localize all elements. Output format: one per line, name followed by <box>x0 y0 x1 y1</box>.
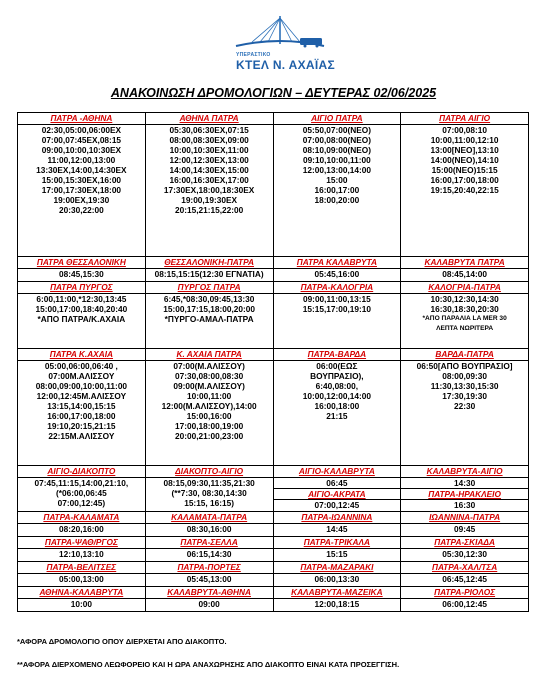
schedule-time-line: 05:30,12:30 <box>442 549 487 559</box>
page-title: ΑΝΑΚΟΙΝΩΣΗ ΔΡΟΜΟΛΟΓΙΩΝ – ΔΕΥΤΕΡΑΣ 02/06/2025 <box>110 86 437 100</box>
schedule-time-line: 09:00 <box>198 599 220 609</box>
schedule-time-line: 22:30 <box>454 401 476 411</box>
route-header: ΠΑΤΡΑ-ΒΕΛΙΤΣΕΣ <box>18 562 146 574</box>
schedule-time-line: 07:00,07:45ΕΧ,08:15 <box>41 135 122 145</box>
schedule-time-line: 12:00,12:30ΕΧ,13:00 <box>169 155 249 165</box>
route-header: ΠΑΤΡΑ-ΤΡΙΚΑΛΑ <box>273 537 401 549</box>
route-times <box>145 269 273 282</box>
schedule-time-line: 16:30,18:30,20:30 <box>430 304 499 314</box>
route-header-row <box>18 562 529 574</box>
schedule-time-line: 15:00,15:30ΕΧ,16:00 <box>41 175 122 185</box>
route-header: ΠΑΤΡΑ ΚΑΛΑΒΡΥΤΑ <box>273 257 401 269</box>
logo-subtext: ΥΠΕΡΑΣΤΙΚΟ <box>236 52 271 58</box>
schedule-time-line: 06:00,13:30 <box>314 574 360 584</box>
route-times <box>18 269 146 282</box>
route-times <box>273 478 401 512</box>
schedule-time-line: 17:00,17:30ΕΧ,18:00 <box>41 185 122 195</box>
route-times-row <box>18 125 529 257</box>
route-header-row <box>18 466 529 478</box>
schedule-time-line: 08:20,16:00 <box>59 524 104 534</box>
schedule-time-line: 17:30,19:30 <box>442 391 487 401</box>
schedule-time-line: 08:00,09:00,10:00,11:00 <box>35 381 128 391</box>
route-header: ΒΑΡΔΑ-ΠΑΤΡΑ <box>401 349 529 361</box>
schedule-time-line: 10:00,12:00,14:00 <box>302 391 372 401</box>
route-times <box>18 125 146 257</box>
route-header: ΠΑΤΡΑ-ΣΕΛΛΑ <box>145 537 273 549</box>
schedule-time-line: 06:50[ΑΠΟ ΒΟΥΠΡΑΣΙΟ] <box>416 361 513 371</box>
schedule-time-line: 19:15,20:40,22:15 <box>430 185 499 195</box>
ktel-logo <box>230 14 335 72</box>
route-header: ΚΑΛΑΒΡΥΤΑ-ΑΘΗΝΑ <box>145 587 273 599</box>
route-times <box>401 478 529 512</box>
schedule-time-line: 14:00(ΝΕΟ),14:10 <box>430 155 499 165</box>
route-times <box>273 125 401 257</box>
schedule-time-line: 15:00,17:15,18:00,20:00 <box>163 304 256 314</box>
schedule-time-line: 07:00,08:10 <box>442 125 487 135</box>
route-times <box>401 361 529 466</box>
route-times <box>401 125 529 257</box>
schedule-time-line: 09:00,11:00,13:15 <box>302 294 371 304</box>
schedule-time-line: 07:00,08:00(ΝΕΟ) <box>302 135 371 145</box>
schedule-time-line: 08:15,15:15(12:30 ΕΓΝΑΤΙΑ) <box>154 269 264 279</box>
route-header: ΚΑΛΑΒΡΥΤΑ ΠΑΤΡΑ <box>401 257 529 269</box>
route-times <box>18 599 146 612</box>
schedule-time-line: 02:30,05:00,06:00ΕΧ <box>41 125 122 135</box>
route-header: ΠΑΤΡΑ ΠΥΡΓΟΣ <box>18 282 146 294</box>
schedule-time-line: 11:00,12:00,13:00 <box>47 155 116 165</box>
schedule-time-line: 15:15,17:00,19:10 <box>302 304 372 314</box>
schedule-time-line: 10:00,11:00,12:10 <box>430 135 499 145</box>
schedule-time-line: 17:30ΕΧ,18:00,18:30ΕΧ <box>163 185 255 195</box>
route-times-row <box>18 478 529 512</box>
route-times <box>273 549 401 562</box>
logo-name: ΚΤΕΛ Ν. ΑΧΑΪΑΣ <box>236 58 335 72</box>
schedule-time-line: 07:00Μ.ΑΛΙΣΣΟΥ <box>48 371 115 381</box>
route-header: ΠΑΤΡΑ-ΙΩΑΝΝΙΝΑ <box>273 512 401 524</box>
schedule-time-line: 19:10,20:15,21:15 <box>47 421 116 431</box>
route-header: ΑΙΓΙΟ-ΑΚΡΑΤΑ <box>274 488 401 500</box>
route-times-row <box>18 269 529 282</box>
schedule-time-line: ΛΕΠΤΑ ΝΩΡΙΤΕΡΑ <box>436 325 494 332</box>
route-times <box>18 574 146 587</box>
route-times <box>18 524 146 537</box>
schedule-time-line: ΒΟΥΠΡΑΣΙΟ), <box>310 371 364 381</box>
route-times <box>145 478 273 512</box>
schedule-time-line: 08:00,08:30ΕΧ,09:00 <box>169 135 249 145</box>
schedule-time-line: 15:15, 16:15) <box>184 498 235 508</box>
schedule-time-line: 10:00,11:00 <box>186 391 232 401</box>
schedule-time-line: 07:00,12:45) <box>57 498 106 508</box>
route-header-row <box>18 587 529 599</box>
schedule-time-line: 05:00,06:00,06:40 , <box>44 361 118 371</box>
schedule-time-line: 20:30,22:00 <box>59 205 104 215</box>
route-header: ΑΙΓΙΟ-ΚΑΛΑΒΡΥΤΑ <box>273 466 401 478</box>
route-times <box>145 294 273 349</box>
schedule-time-line: 12:10,13:10 <box>59 549 104 559</box>
schedule-time-line: *ΑΠΟ ΠΑΡΑΛΙΑ LA MER 30 <box>422 315 507 322</box>
schedule-time-line: 08:15,09:30,11:35,21:30 <box>163 478 255 488</box>
schedule-time-line: 6:00,11:00,*12:30,13:45 <box>36 294 127 304</box>
route-times-row <box>18 361 529 466</box>
route-times-row <box>18 524 529 537</box>
schedule-time-line: 05:00,13:00 <box>59 574 104 584</box>
route-times <box>401 524 529 537</box>
route-times-row <box>18 599 529 612</box>
bridge-bus-logo-icon <box>230 14 330 54</box>
route-times <box>145 524 273 537</box>
route-header: ΠΑΤΡΑ-ΧΑΛ/ΤΣΑ <box>401 562 529 574</box>
schedule-time-line: 16:00,17:00,18:00 <box>47 411 116 421</box>
route-header: ΔΙΑΚΟΠΤΟ-ΑΙΓΙΟ <box>145 466 273 478</box>
schedule-time-line: 07:00(Μ.ΑΛΙΣΣΟΥ) <box>173 361 245 371</box>
route-times-row <box>18 294 529 349</box>
schedule-time-line: 05:30,06:30ΕΧ,07:15 <box>169 125 249 135</box>
route-times-row <box>18 574 529 587</box>
schedule-time-line: 11:30,13:30,15:30 <box>430 381 499 391</box>
route-times <box>401 269 529 282</box>
route-header: ΑΙΓΙΟ-ΔΙΑΚΟΠΤΟ <box>18 466 146 478</box>
route-header: ΠΥΡΓΟΣ ΠΑΤΡΑ <box>145 282 273 294</box>
route-header: ΠΑΤΡΑ-ΨΑΘ/ΡΓΟΣ <box>18 537 146 549</box>
route-times <box>145 549 273 562</box>
route-header: ΠΑΤΡΑ-ΒΑΡΔΑ <box>273 349 401 361</box>
route-header: ΠΑΤΡΑ-ΚΑΛΟΓΡΙΑ <box>273 282 401 294</box>
route-header: ΠΑΤΡΑ-ΡΙΟΛΟΣ <box>401 587 529 599</box>
schedule-time-line: 14:30 <box>454 478 476 488</box>
route-times <box>401 500 528 510</box>
route-header-row <box>18 512 529 524</box>
schedule-time-line: 06:45 <box>326 478 348 488</box>
route-times <box>273 294 401 349</box>
route-times-row <box>18 549 529 562</box>
route-header: ΑΘΗΝΑ-ΚΑΛΑΒΡΥΤΑ <box>18 587 146 599</box>
schedule-time-line: 08:10,09:00(ΝΕΟ) <box>302 145 371 155</box>
route-header: ΙΩΑΝΝΙΝΑ-ΠΑΤΡΑ <box>401 512 529 524</box>
route-header: ΠΑΤΡΑ-ΠΟΡΤΕΣ <box>145 562 273 574</box>
route-times <box>145 574 273 587</box>
route-times <box>401 574 529 587</box>
route-times <box>401 549 529 562</box>
route-header: ΠΑΤΡΑ-ΣΚΙΑΔΑ <box>401 537 529 549</box>
schedule-time-line: *ΑΠΟ ΠΑΤΡΑ/Κ.ΑΧΑΙΑ <box>37 314 126 324</box>
schedule-time-line: 06:00,12:45 <box>442 599 487 609</box>
schedule-time-line: 16:00,18:00 <box>314 401 360 411</box>
schedule-time-line: 6:45,*08:30,09:45,13:30 <box>163 294 255 304</box>
route-header: ΚΑΛΟΓΡΙΑ-ΠΑΤΡΑ <box>401 282 529 294</box>
route-times <box>145 599 273 612</box>
schedule-time-line: 09:10,10:00,11:00 <box>302 155 371 165</box>
route-header: ΠΑΤΡΑ-ΚΑΛΑΜΑΤΑ <box>18 512 146 524</box>
route-times <box>18 294 146 349</box>
route-header-row <box>18 537 529 549</box>
schedule-time-line: 20:15,21:15,22:00 <box>174 205 244 215</box>
schedule-time-line: 16:00,16:30ΕΧ,17:00 <box>169 175 249 185</box>
schedule-time-line: 05:45,16:00 <box>314 269 360 279</box>
schedule-table <box>17 112 529 612</box>
schedule-time-line: *ΠΥΡΓΟ-ΑΜΑΛ-ΠΑΤΡΑ <box>164 314 254 324</box>
schedule-time-line: 08:30,16:00 <box>186 524 232 534</box>
route-times <box>401 599 529 612</box>
schedule-time-line: 15:15 <box>326 549 348 559</box>
route-times <box>145 125 273 257</box>
schedule-time-line: 15:00(ΝΕΟ)15:15 <box>431 165 498 175</box>
route-header: ΚΑΛΑΒΡΥΤΑ-ΑΙΓΙΟ <box>401 466 529 478</box>
schedule-time-line: 09:00,10:00,10:30ΕΧ <box>41 145 122 155</box>
schedule-time-line: 06:15,14:30 <box>186 549 232 559</box>
schedule-time-line: 08:45,15:30 <box>59 269 104 279</box>
schedule-time-line: 17:00,18:00,19:00 <box>174 421 244 431</box>
schedule-time-line: 15:00,17:00,18:40,20:40 <box>35 304 128 314</box>
schedule-time-line: 6:40,08:00, <box>315 381 359 391</box>
route-times <box>274 500 401 510</box>
route-times <box>274 478 401 488</box>
route-times <box>273 574 401 587</box>
schedule-time-line: 13:15,14:00,15:15 <box>47 401 116 411</box>
schedule-time-line: 16:30 <box>454 500 476 510</box>
schedule-time-line: 20:00,21:00,23:00 <box>174 431 244 441</box>
schedule-time-line: 12:00,12:45Μ.ΑΛΙΣΣΟΥ <box>36 391 127 401</box>
schedule-time-line: 06:45,12:45 <box>442 574 487 584</box>
route-header: ΠΑΤΡΑ-ΜΑΖΑΡΑΚΙ <box>273 562 401 574</box>
schedule-time-line: 13:30ΕΧ,14:00,14:30ΕΧ <box>36 165 127 175</box>
schedule-time-line: 12:00(Μ.ΑΛΙΣΣΟΥ),14:00 <box>161 401 257 411</box>
schedule-time-line: 13:00[ΝΕΟ],13:10 <box>430 145 499 155</box>
schedule-time-line: 15:00 <box>326 175 348 185</box>
route-header: ΑΘΗΝΑ ΠΑΤΡΑ <box>145 113 273 125</box>
route-times <box>273 269 401 282</box>
route-times <box>18 549 146 562</box>
schedule-time-line: 07:30,08:00,08:30 <box>174 371 244 381</box>
footnote-1: *ΑΦΟΡΑ ΔΡΟΜΟΛΟΓΙΟ ΟΠΟΥ ΔΙΕΡΧΕΤΑΙ ΑΠΟ ΔΙΑΚΟΠΤΟ. <box>17 637 227 646</box>
schedule-time-line: 10:00 <box>70 599 92 609</box>
route-times <box>401 294 529 349</box>
route-header: ΠΑΤΡΑ-ΗΡΑΚΛΕΙΟ <box>401 488 528 500</box>
route-header: ΚΑΛΑΒΡΥΤΑ-ΜΑΖΕΙΚΑ <box>273 587 401 599</box>
route-times <box>18 478 146 512</box>
schedule-time-line: 14:45 <box>326 524 348 534</box>
schedule-time-line: 09:45 <box>454 524 476 534</box>
schedule-time-line: 06:00(ΕΩΣ <box>316 361 358 371</box>
schedule-time-line: 12:00,13:00,14:00 <box>302 165 372 175</box>
schedule-time-line: 10:00,10:30ΕΧ,11:00 <box>169 145 249 155</box>
route-header: ΠΑΤΡΑ ΘΕΣΣΑΛΟΝΙΚΗ <box>18 257 146 269</box>
route-header: ΠΑΤΡΑ ΑΙΓΙΟ <box>401 113 529 125</box>
route-header-row <box>18 282 529 294</box>
route-times <box>145 361 273 466</box>
route-header: ΠΑΤΡΑ Κ.ΑΧΑΙΑ <box>18 349 146 361</box>
schedule-time-line: 07:00,12:45 <box>314 500 360 510</box>
schedule-time-line: 19:00ΕΧ,19:30 <box>53 195 110 205</box>
route-header-row <box>18 349 529 361</box>
schedule-time-line: 08:45,14:00 <box>442 269 487 279</box>
route-header: ΠΑΤΡΑ -ΑΘΗΝΑ <box>18 113 146 125</box>
route-header-row <box>18 257 529 269</box>
schedule-time-line: 22:15Μ.ΑΛΙΣΣΟΥ <box>48 431 115 441</box>
schedule-time-line: 05:50,07:00(ΝΕΟ) <box>302 125 371 135</box>
schedule-time-line: 07:45,11:15,14:00,21:10, <box>34 478 129 488</box>
schedule-time-line: 09:00(Μ.ΑΛΙΣΣΟΥ) <box>173 381 245 391</box>
route-header-row <box>18 113 529 125</box>
route-times <box>273 599 401 612</box>
schedule-time-line: 18:00,20:00 <box>314 195 360 205</box>
schedule-time-line: 05:45,13:00 <box>186 574 232 584</box>
schedule-time-line: (**7:30, 08:30,14:30 <box>171 488 247 498</box>
schedule-time-line: 16:00,17:00,18:00 <box>430 175 499 185</box>
route-times <box>18 361 146 466</box>
route-header: ΑΙΓΙΟ ΠΑΤΡΑ <box>273 113 401 125</box>
route-times <box>273 524 401 537</box>
schedule-time-line: 19:00,19:30ΕΧ <box>181 195 238 205</box>
schedule-time-line: 08:00,09:30 <box>442 371 487 381</box>
route-times <box>401 478 528 488</box>
route-times <box>273 361 401 466</box>
schedule-time-line: 12:00,18:15 <box>314 599 360 609</box>
schedule-time-line: (*06:00,06:45 <box>56 488 107 498</box>
schedule-time-line: 15:00,16:00 <box>186 411 232 421</box>
route-header: Κ. ΑΧΑΙΑ ΠΑΤΡΑ <box>145 349 273 361</box>
footnote-2: **ΑΦΟΡΑ ΔΙΕΡΧΟΜΕΝΟ ΛΕΩΦΟΡΕΙΟ ΚΑΙ Η ΩΡΑ ΑΝΑΧΩΡΗΣΗΣ ΑΠΟ ΔΙΑΚΟΠΤΟ ΕΙΝΑΙ ΚΑΤΑ ΠΡΟΣΕΓΓΙΣΗ. <box>17 660 400 669</box>
schedule-time-line: 16:00,17:00 <box>314 185 360 195</box>
route-header: ΘΕΣΣΑΛΟΝΙΚΗ-ΠΑΤΡΑ <box>145 257 273 269</box>
route-header: ΚΑΛΑΜΑΤΑ-ΠΑΤΡΑ <box>145 512 273 524</box>
schedule-time-line: 14:00,14:30ΕΧ,15:00 <box>169 165 249 175</box>
schedule-time-line: 21:15 <box>326 411 348 421</box>
schedule-time-line: 10:30,12:30,14:30 <box>430 294 499 304</box>
